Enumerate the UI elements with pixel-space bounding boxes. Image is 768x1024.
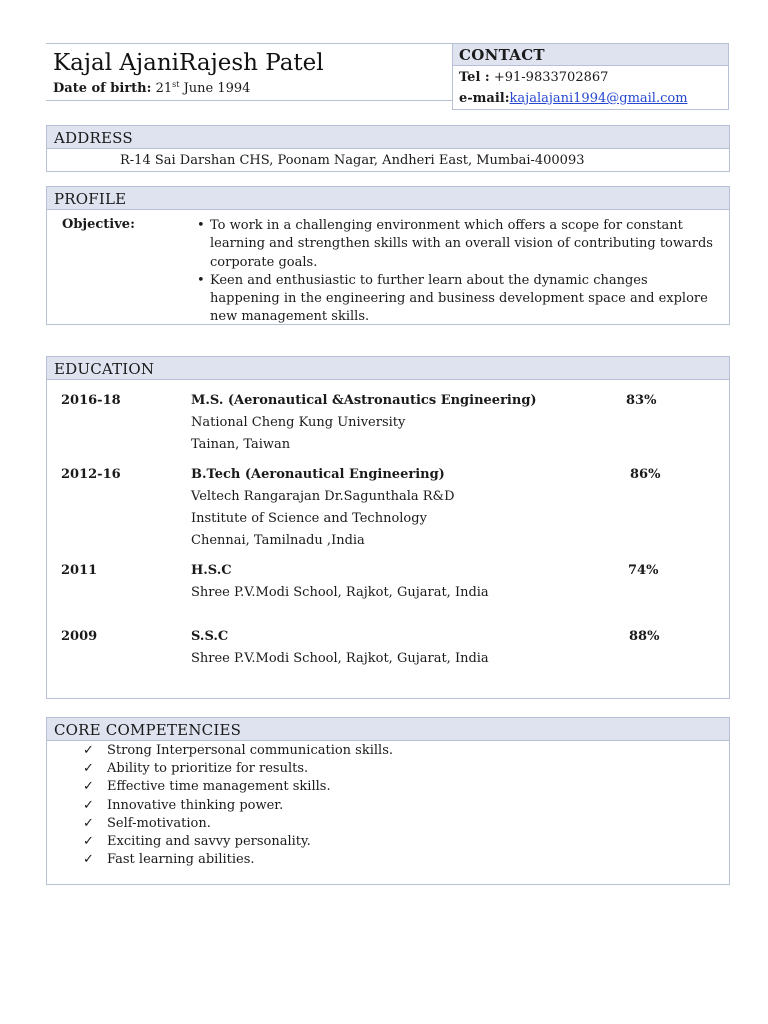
profile-section [46,186,730,325]
competency-text: Effective time management skills. [107,779,331,795]
edu-degree: B.Tech (Aeronautical Engineering) [191,467,445,482]
objective-label: Objective: [62,217,135,232]
edu-location: Chennai, Tamilnadu ,India [191,533,365,548]
edu-year: 2011 [61,563,98,578]
competencies-title: CORE COMPETENCIES [47,718,729,741]
edu-year: 2009 [61,629,98,644]
edu-score: 83% [626,393,657,408]
dob-suffix: st [172,80,180,89]
competencies-list [83,742,393,869]
competency-text: Fast learning abilities. [107,852,255,868]
objective-item: • Keen and enthusiastic to further learn about the dynamic changes happening in the engineering and business development space and explore new management skills. [197,272,717,327]
education-title: EDUCATION [47,357,729,380]
list-item [83,742,393,760]
list-item [83,851,393,869]
tel-value: +91-9833702867 [493,70,609,85]
competency-text: Self-motivation. [107,815,211,831]
address-text: R-14 Sai Darshan CHS, Poonam Nagar, Andheri East, Mumbai-400093 [120,153,585,168]
edu-degree: S.S.C [191,629,229,644]
edu-year: 2012-16 [61,467,121,482]
check-icon: ✓ [83,743,94,758]
education-section [46,356,730,699]
edu-institution: National Cheng Kung University [191,415,406,430]
dob-rest: June 1994 [183,81,251,96]
email-link[interactable]: kajalajani1994@gmail.com [509,91,688,106]
competency-text: Exciting and savvy personality. [107,834,311,850]
address-title: ADDRESS [47,126,729,149]
edu-score: 88% [629,629,660,644]
check-icon: ✓ [83,852,94,868]
list-item [83,815,393,833]
check-icon: ✓ [83,834,94,850]
edu-institution-cont: Institute of Science and Technology [191,511,427,526]
contact-phone [459,70,608,85]
check-icon: ✓ [83,797,94,813]
edu-institution: Veltech Rangarajan Dr.Sagunthala R&D [191,489,455,504]
edu-year: 2016-18 [61,393,121,408]
list-item [83,760,393,778]
list-item [83,833,393,851]
check-icon: ✓ [83,779,94,795]
profile-title: PROFILE [47,187,729,210]
objective-list [197,217,717,327]
competencies-section [46,717,730,885]
competency-text: Innovative thinking power. [107,797,284,813]
edu-degree: M.S. (Aeronautical &Astronautics Engineering) [191,393,537,408]
tel-label: Tel : [459,70,490,85]
edu-institution: Shree P.V.Modi School, Rajkot, Gujarat, India [191,585,489,600]
list-item [83,797,393,815]
check-icon: ✓ [83,761,94,777]
name-header [46,43,452,101]
edu-location: Tainan, Taiwan [191,437,291,452]
edu-degree: H.S.C [191,563,232,578]
contact-section [452,43,729,110]
check-icon: ✓ [83,815,94,831]
edu-score: 86% [630,467,661,482]
address-section [46,125,730,172]
contact-title: CONTACT [453,44,728,66]
date-of-birth [53,81,250,96]
edu-institution: Shree P.V.Modi School, Rajkot, Gujarat, India [191,651,489,666]
dob-day: 21 [155,81,173,96]
full-name: Kajal AjaniRajesh Patel [53,50,324,76]
list-item [83,778,393,796]
email-label: e-mail: [459,91,510,106]
competency-text: Ability to prioritize for results. [107,761,309,777]
objective-item: • To work in a challenging environment which offers a scope for constant learning and strengthen skills with an overall vision of contributing towards corporate goals. [197,217,717,272]
competency-text: Strong Interpersonal communication skills. [107,743,394,758]
dob-label: Date of birth: [53,81,152,96]
edu-score: 74% [628,563,659,578]
contact-email [459,91,688,106]
